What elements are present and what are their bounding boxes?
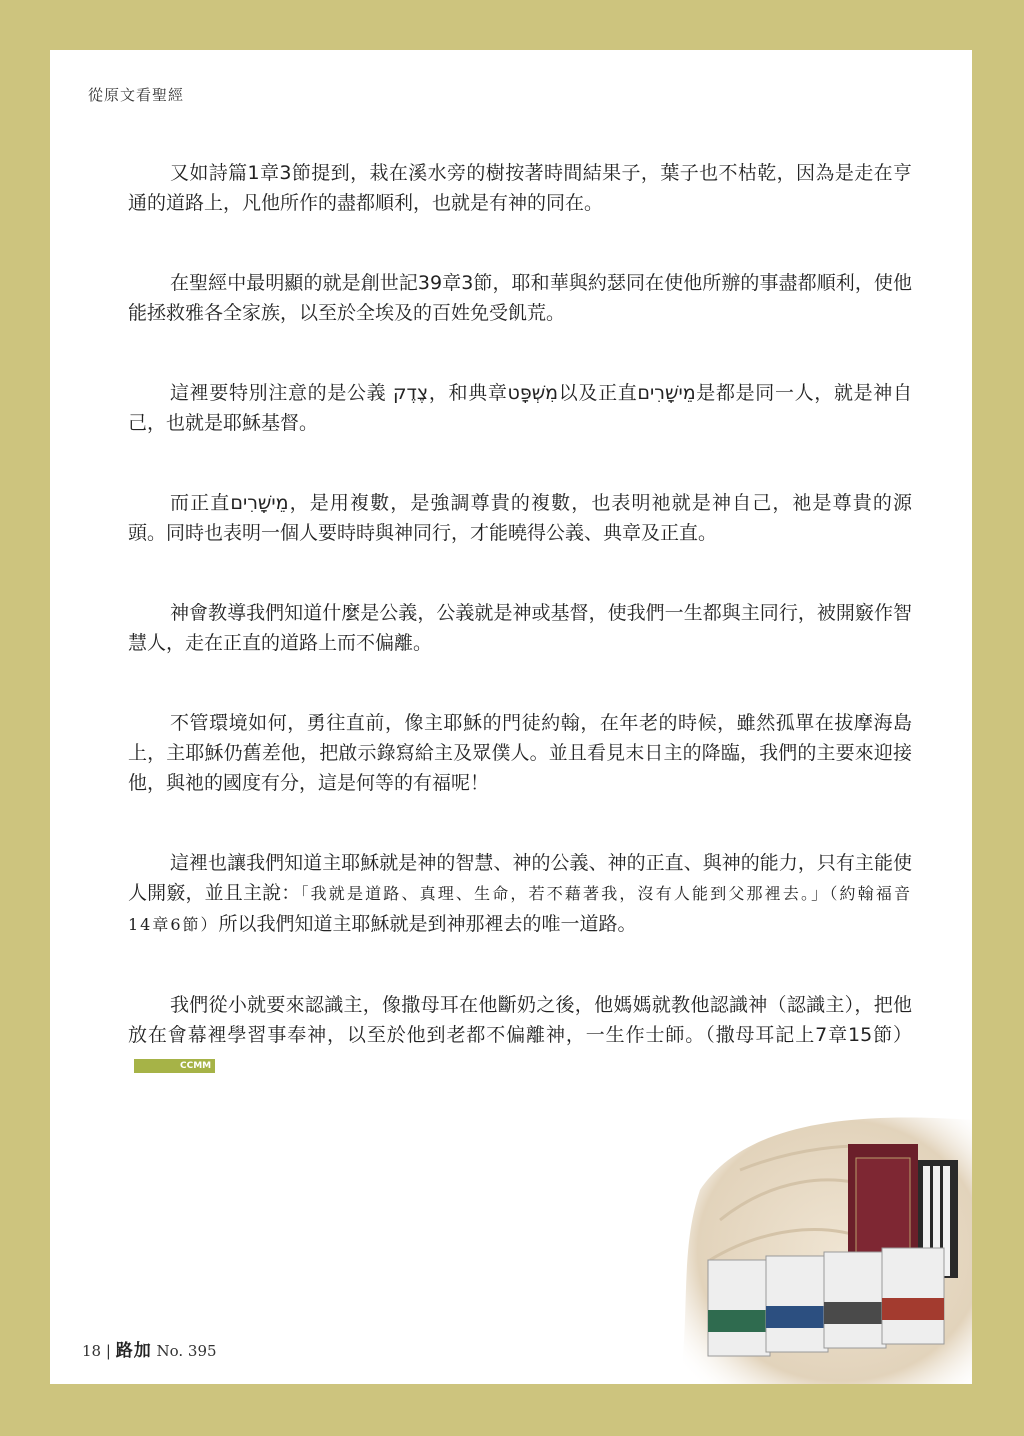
book-set-photo	[680, 1110, 972, 1384]
hebrew-meisharim-2: מֵישָׁרִים	[230, 492, 289, 514]
issue-number: No. 395	[156, 1342, 217, 1360]
p7-text-b: 所以我們知道主耶穌就是到神那裡去的唯一道路。	[218, 913, 637, 935]
hebrew-meisharim: מֵישָׁרִים	[637, 382, 696, 404]
ccmm-badge: CCMM	[134, 1059, 215, 1073]
paragraph-6: 不管環境如何，勇往直前，像主耶穌的門徒約翰，在年老的時候，雖然孤單在拔摩海島上，主耶穌仍舊差他，把啟示錄寫給主及眾僕人。並且看見末日主的降臨，我們的主要來迎接他，與祂的國度有分，這是何等的有福呢！	[128, 712, 912, 794]
p3-text-c: 以及正直	[558, 382, 638, 404]
p4-text-a: 而正直	[170, 492, 231, 514]
p3-text-a: 這裡要特別注意的是公義	[170, 382, 394, 404]
paragraph-3	[128, 378, 912, 438]
paragraph-2: 在聖經中最明顯的就是創世記39章3節，耶和華與約瑟同在使他所辦的事盡都順利，使他能拯救雅各全家族，以至於全埃及的百姓免受飢荒。	[128, 272, 912, 324]
page-footer	[82, 1336, 217, 1361]
p3-text-d: 是都是同一人，就是神自己，也就是耶穌基督。	[128, 382, 912, 434]
hebrew-mishpat: מִשְׁפָּט	[507, 382, 559, 404]
book-covers	[708, 1248, 944, 1356]
page-number: 18	[82, 1342, 102, 1360]
running-header: 從原文看聖經	[88, 86, 185, 104]
footer-separator: |	[105, 1342, 111, 1360]
paragraph-8	[128, 990, 912, 1080]
hebrew-tsedek: צֶדֶק	[393, 382, 429, 404]
paragraph-1: 又如詩篇1章3節提到，栽在溪水旁的樹按著時間結果子，葉子也不枯乾，因為是走在亨通的道路上，凡他所作的盡都順利，也就是有神的同在。	[128, 162, 912, 214]
scripture-quote: 「我就是道路、真理、生命，若不藉著我，沒有人能到父那裡去。」（約翰福音14章6節）	[128, 884, 912, 934]
paragraph-7	[128, 848, 912, 940]
magazine-logo: 路加	[115, 1341, 152, 1361]
article-body	[128, 158, 912, 1130]
paragraph-5: 神會教導我們知道什麼是公義，公義就是神或基督，使我們一生都與主同行，被開竅作智慧人，走在正直的道路上而不偏離。	[128, 602, 912, 654]
p7-text-a: 這裡也讓我們知道主耶穌就是神的智慧、神的公義、神的正直、與神的能力，只有主能使人開竅，並且主說：	[128, 852, 912, 904]
p4-text-b: ，是用複數，是強調尊貴的複數，也表明祂就是神自己，祂是尊貴的源頭。同時也表明一個人要時時與神同行，才能曉得公義、典章及正直。	[128, 492, 912, 544]
paragraph-4	[128, 488, 912, 548]
p3-text-b: ，和典章	[428, 382, 508, 404]
p8-text: 我們從小就要來認識主，像撒母耳在他斷奶之後，他媽媽就教他認識神（認識主），把他放在會幕裡學習事奉神，以至於他到老都不偏離神，一生作士師。（撒母耳記上7章15節）	[128, 994, 912, 1046]
magazine-page	[50, 50, 972, 1384]
